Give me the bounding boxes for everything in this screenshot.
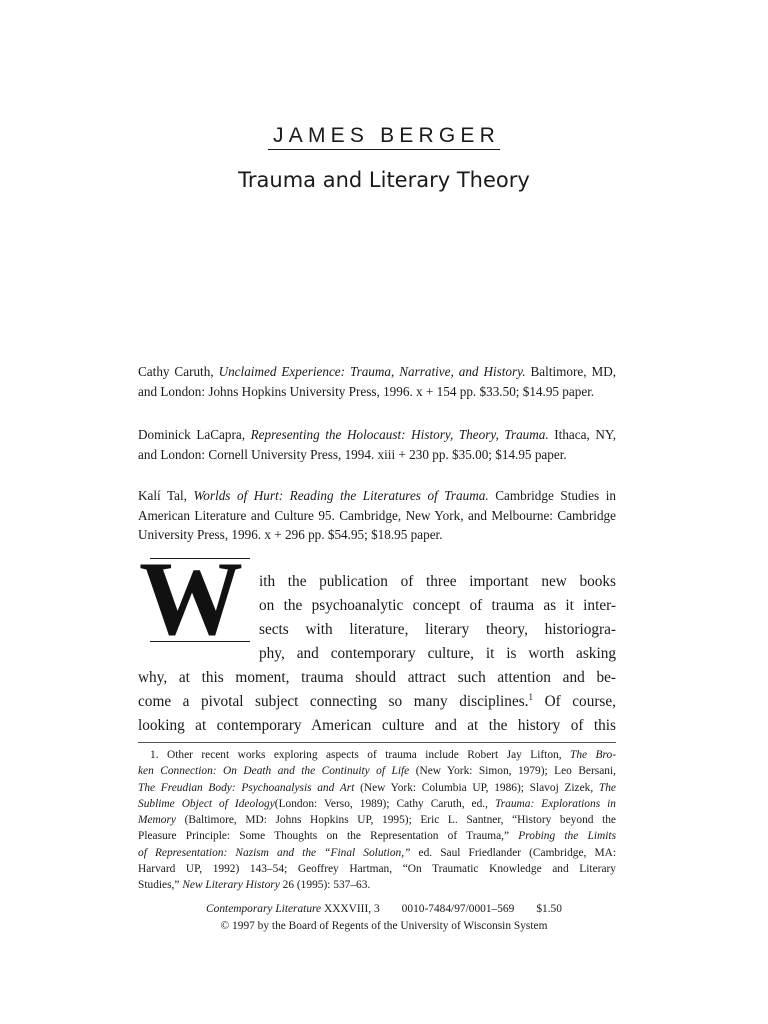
- book-citation: [138, 362, 616, 401]
- body-line: looking at contemporary American culture and at the history of this: [138, 717, 616, 734]
- journal-info: [0, 901, 768, 917]
- citation-book-title: Unclaimed Experience: Trauma, Narrative, and History.: [218, 364, 526, 379]
- citation-book-title: Representing the Holocaust: History, Theory, Trauma.: [250, 427, 549, 442]
- article-price: $1.50: [536, 903, 562, 915]
- citation-author: Kalí Tal,: [138, 488, 187, 503]
- citation-author: Cathy Caruth,: [138, 364, 214, 379]
- article-title: Trauma and Literary Theory: [238, 168, 530, 192]
- footnote-separator: [138, 742, 616, 743]
- journal-name: Contemporary Literature: [206, 903, 322, 915]
- author-name: JAMES BERGER: [0, 124, 768, 150]
- citation-book-title: Worlds of Hurt: Reading the Literatures of Trauma.: [193, 488, 489, 503]
- body-line: ith the publication of three important new books: [259, 573, 616, 590]
- citation-author: Dominick LaCapra,: [138, 427, 246, 442]
- footnote-number: 1.: [150, 749, 159, 761]
- citation-details: Cambridge Studies in American Literature and Culture 95. Cambridge, New York, and Melbourne: Cambridge University Press, 1996. x + 296 pp. $54.95; $18.95 paper.: [138, 488, 616, 542]
- footnote: 1. Other recent works exploring aspects of trauma include Robert Jay Lifton, The Bro- ken Connection: On Death and the Continuity of Life (New York: Simon, 1979); Leo Bersani, The Freudian Body: Psychoanalysis and Art (New York: Columbia UP, 1986); Slavoj Zizek, The Sublime Object of Ideology(London: Verso, 1989); Cathy Caruth, ed., Trauma: Explorations in Memory (Baltimore, MD: Johns Hopkins UP, 1995); Eric L. Santner, “History beyond the Pleasure Principle: Some Thoughts on the Representation of Trauma,” Probing the Limits of Representation: Nazism and the “Final Solution,” ed. Saul Friedlander (Cambridge, MA: Harvard UP, 1992) 143–54; Geoffrey Hartman, “On Traumatic Knowledge and Literary Studies,” New Literary History 26 (1995): 537–63.: [138, 749, 616, 892]
- drop-cap-letter: W: [139, 556, 243, 638]
- footnote-reference: 1: [528, 691, 534, 702]
- copyright-notice: © 1997 by the Board of Regents of the University of Wisconsin System: [220, 920, 548, 932]
- dropcap-bottom-rule: [150, 641, 250, 642]
- book-citation: [138, 486, 616, 545]
- body-line: sects with literature, literary theory, historiogra-: [259, 621, 616, 638]
- citation-details: Baltimore, MD, and London: Johns Hopkins University Press, 1996. x + 154 pp. $33.50; $14.95 paper.: [138, 364, 617, 399]
- body-line: phy, and contemporary culture, it is worth asking: [259, 645, 616, 662]
- book-citation: [138, 425, 616, 464]
- drop-cap: [138, 556, 244, 638]
- journal-volume: XXXVIII, 3: [323, 903, 380, 915]
- body-line: come a pivotal subject connecting so many disciplines.$^1$ Of course,: [138, 691, 616, 710]
- body-line: on the psychoanalytic concept of trauma as it inter-: [259, 597, 616, 614]
- journal-issn: 0010-7484/97/0001–569: [401, 903, 515, 915]
- citation-details: Ithaca, NY, and London: Cornell University Press, 1994. xiii + 230 pp. $35.00; $14.95 paper.: [138, 427, 616, 462]
- body-line: why, at this moment, trauma should attract such attention and be-: [138, 669, 616, 686]
